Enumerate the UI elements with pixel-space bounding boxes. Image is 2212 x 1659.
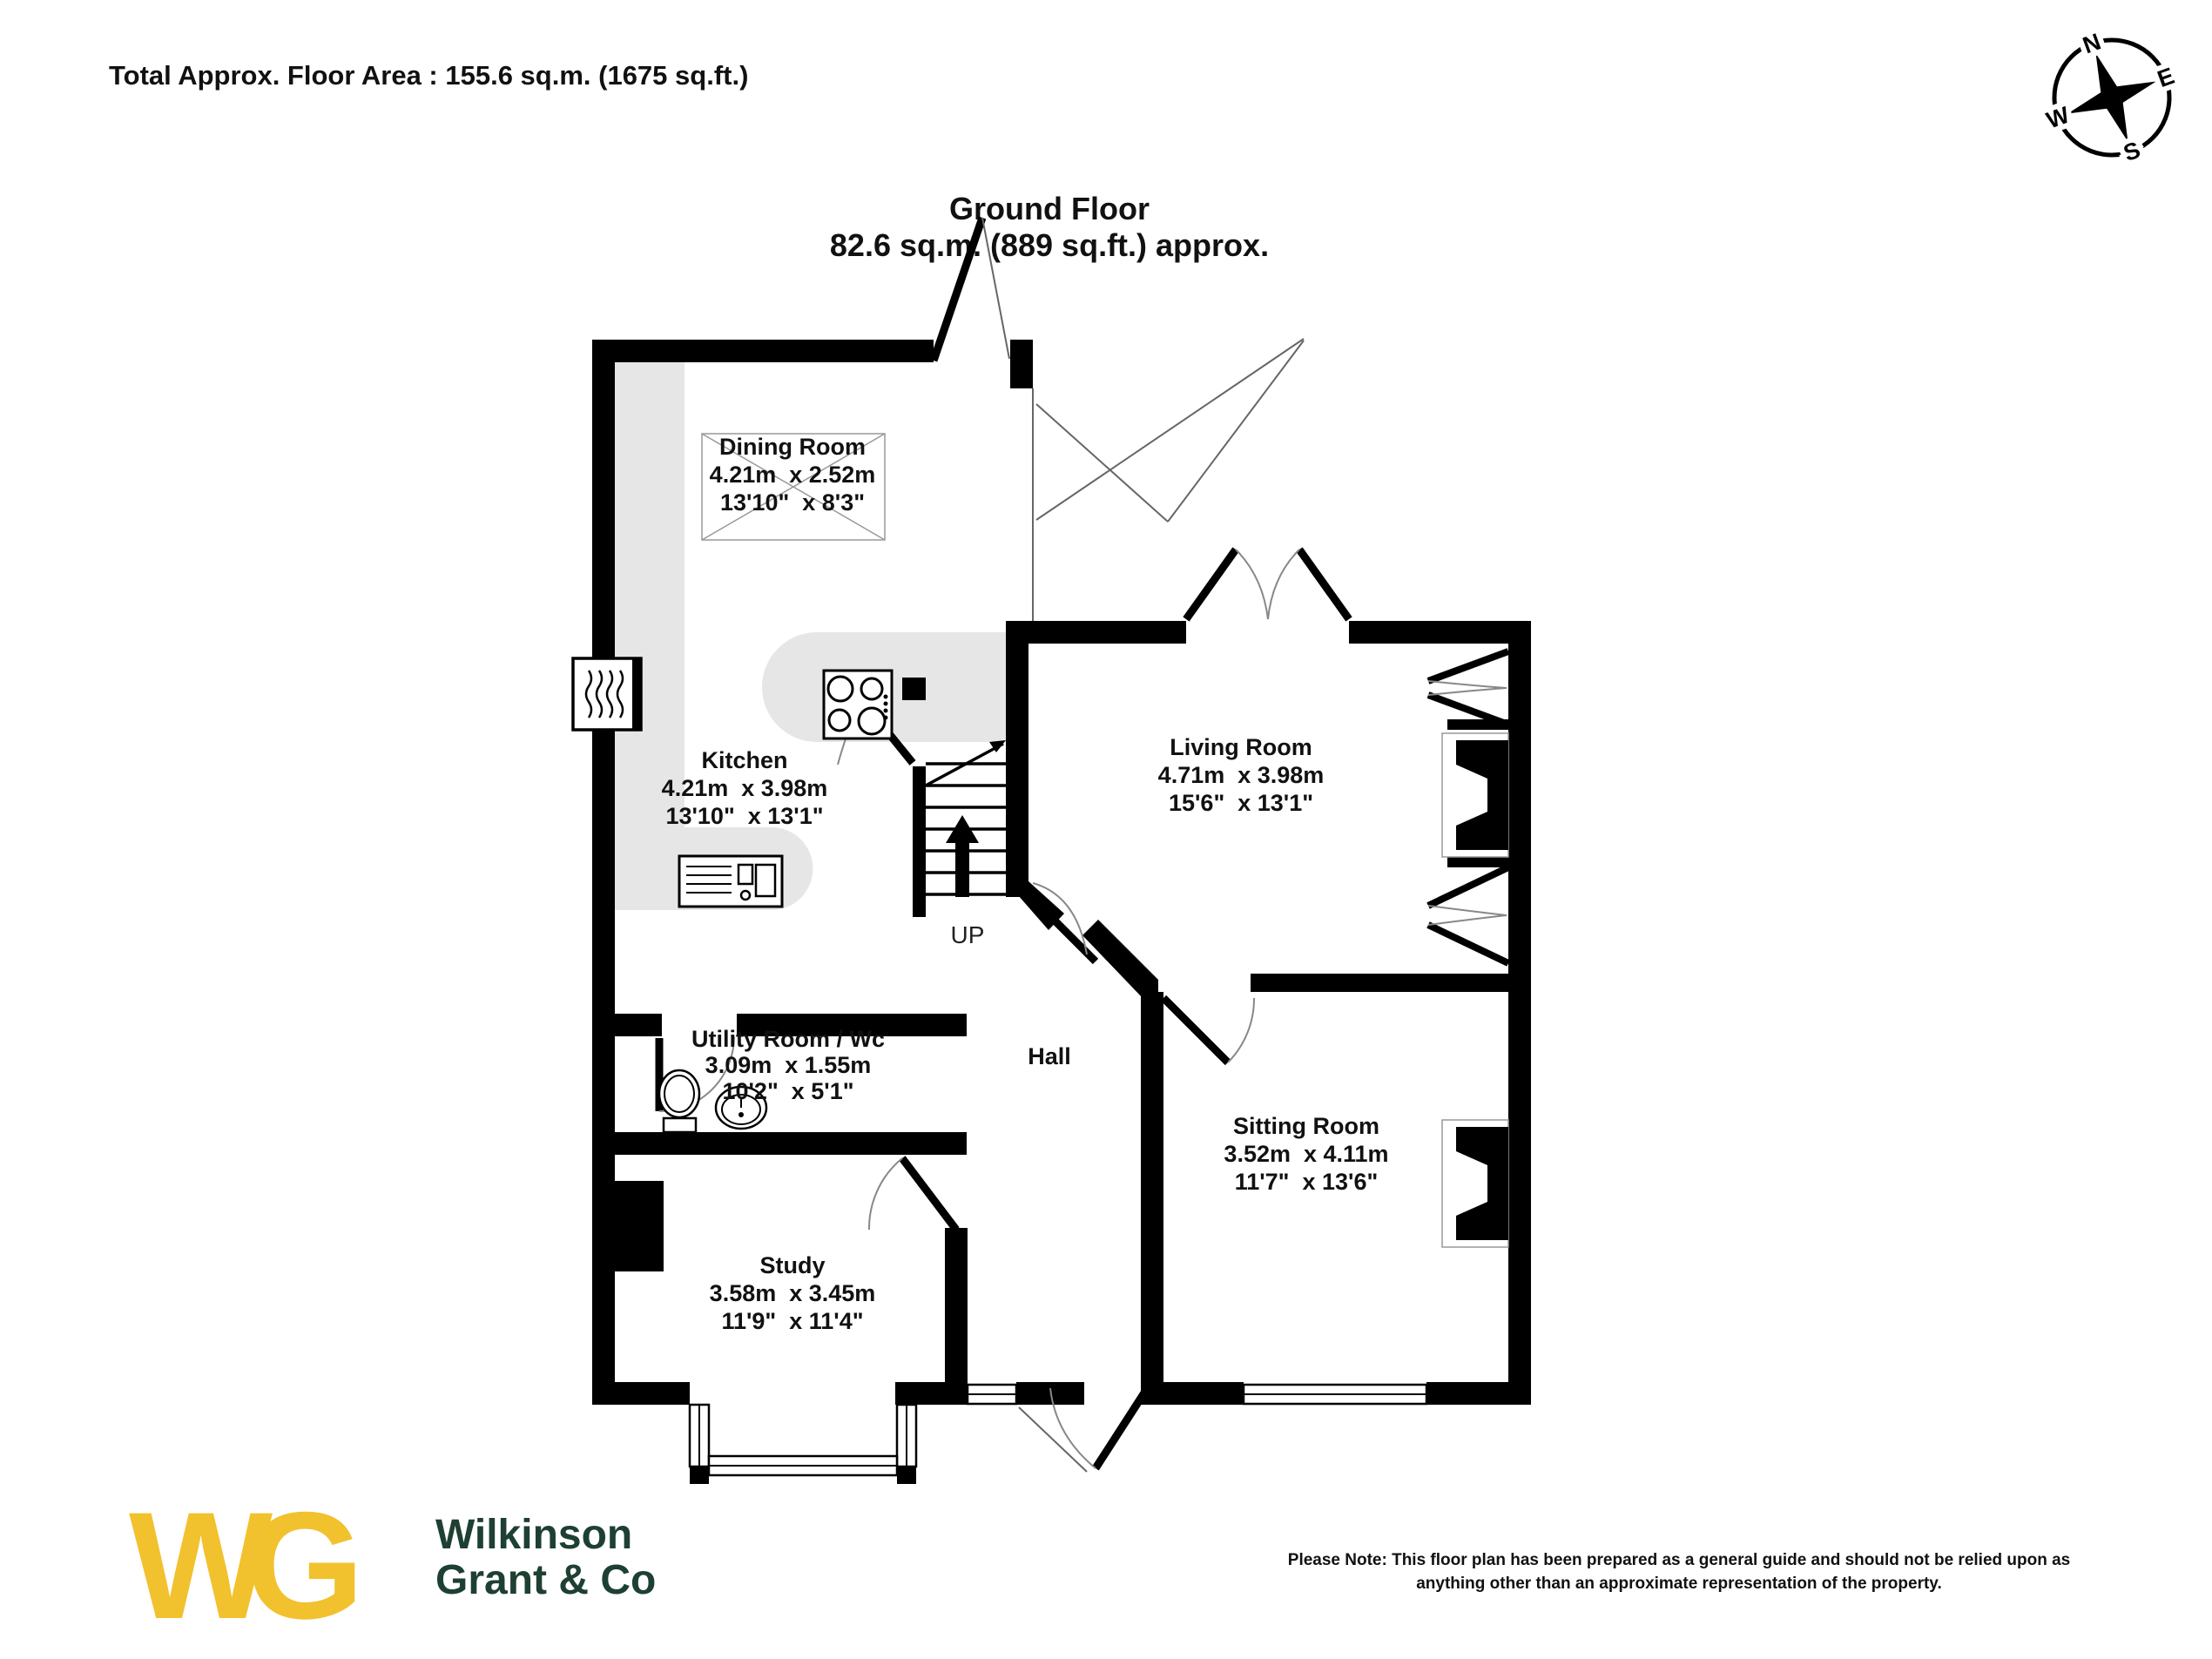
front-door-leaf xyxy=(1096,1385,1150,1468)
window-sill xyxy=(1447,857,1508,867)
up-arrow-shaft xyxy=(955,841,969,897)
disclaimer xyxy=(1288,1551,2070,1593)
exterior-line xyxy=(1036,404,1168,522)
room-dims-imperial: 10'2" x 5'1" xyxy=(722,1078,854,1104)
stairs xyxy=(926,740,1006,948)
compass-s: S xyxy=(2120,136,2144,167)
chimney-breast xyxy=(592,1181,664,1271)
up-label: UP xyxy=(950,921,985,948)
disclaimer-line2: anything other than an approximate representation of the property. xyxy=(1416,1575,1942,1593)
room-dims-metric: 4.21m x 3.98m xyxy=(661,775,828,801)
room-dims-metric: 4.21m x 2.52m xyxy=(709,462,876,488)
logo-monogram-g: G xyxy=(246,1481,365,1651)
wall-segment xyxy=(1508,621,1531,1405)
sink-tap xyxy=(741,891,750,900)
fireplace-living-icon xyxy=(1442,733,1508,857)
hob-icon xyxy=(824,671,892,738)
room-name: Living Room xyxy=(1170,734,1312,760)
french-door-leaf xyxy=(1299,550,1349,619)
sink-icon xyxy=(679,856,782,907)
floor-title-line1: Ground Floor xyxy=(949,191,1150,226)
room-name: Hall xyxy=(1028,1043,1071,1069)
wall-segment xyxy=(592,1132,967,1155)
fireplace-sitting-icon xyxy=(1442,1120,1508,1247)
room-name: Utility Room / Wc xyxy=(691,1026,885,1052)
compass-rose-icon xyxy=(2043,29,2178,167)
room-dims-metric: 3.52m x 4.11m xyxy=(1224,1141,1389,1167)
logo-monogram-w: W xyxy=(129,1481,273,1651)
porch-line xyxy=(1019,1407,1087,1472)
hob-burner xyxy=(828,677,853,701)
wall-segment xyxy=(592,340,934,362)
room-name: Study xyxy=(759,1252,826,1278)
bay-post xyxy=(897,1467,916,1484)
floor-title-line2: 82.6 sq.m. (889 sq.ft.) approx. xyxy=(829,227,1270,263)
wall-segment xyxy=(1028,621,1186,644)
stair-wall xyxy=(913,766,926,917)
exterior-lines xyxy=(1033,339,1304,621)
door-swing xyxy=(1236,550,1268,619)
compass-n: N xyxy=(2079,28,2105,59)
room-dims-metric: 4.71m x 3.98m xyxy=(1157,762,1325,788)
wall-segment xyxy=(1141,992,1163,1405)
total-floor-area-text: Total Approx. Floor Area : 155.6 sq.m. (1675 sq.ft.) xyxy=(109,60,749,91)
hob-knob xyxy=(884,709,888,713)
room-dims-imperial: 15'6" x 13'1" xyxy=(1168,790,1314,816)
room-name: Sitting Room xyxy=(1233,1113,1379,1139)
wall-segment xyxy=(1426,1382,1531,1405)
door-swing xyxy=(1228,998,1254,1062)
room-name: Dining Room xyxy=(719,434,866,460)
wall-segment xyxy=(1010,340,1033,388)
room-dims-imperial: 13'10" x 13'1" xyxy=(665,803,824,829)
logo-name-line1: Wilkinson xyxy=(435,1512,633,1558)
window-swing xyxy=(1428,906,1507,915)
window-swing xyxy=(1428,915,1507,925)
wall-segment xyxy=(592,1014,662,1036)
agency-logo xyxy=(129,1481,656,1651)
hob-burner xyxy=(829,710,850,731)
hob-knob xyxy=(884,695,888,699)
oven-icon xyxy=(573,658,641,730)
hob-burner xyxy=(861,678,882,699)
room-label-hall xyxy=(1028,1043,1071,1069)
window-leaf xyxy=(1428,925,1508,963)
wall-segment xyxy=(945,1228,968,1405)
french-door-leaf xyxy=(1186,550,1236,619)
door-swing xyxy=(869,1158,902,1230)
compass-e: E xyxy=(2154,62,2178,93)
room-label-living xyxy=(1158,734,1325,816)
header xyxy=(109,60,748,91)
toilet-cistern xyxy=(664,1118,696,1132)
wall-segment xyxy=(895,1382,968,1405)
window-swing xyxy=(1428,681,1507,688)
room-label-sitting xyxy=(1224,1113,1388,1195)
hob-burner xyxy=(859,708,885,734)
room-label-kitchen xyxy=(662,747,828,829)
room-dims-metric: 3.58m x 3.45m xyxy=(709,1280,876,1306)
exterior-line xyxy=(1168,341,1304,522)
sitting-door-leaf xyxy=(1163,998,1228,1062)
wall-segment xyxy=(592,1382,690,1405)
floor-title xyxy=(830,191,1269,263)
wall-segment xyxy=(1006,621,1028,897)
counter-peninsula xyxy=(762,632,1028,742)
wall-segment xyxy=(1251,974,1508,992)
room-label-study xyxy=(710,1252,876,1334)
room-name: Kitchen xyxy=(701,747,788,773)
room-label-utility xyxy=(691,1026,885,1104)
window-leaf xyxy=(1428,867,1508,906)
bay-post xyxy=(690,1467,709,1484)
window-swing xyxy=(1428,688,1507,695)
window-leaf xyxy=(1428,651,1508,681)
sink-bowl xyxy=(756,865,775,896)
toilet-icon xyxy=(659,1070,699,1132)
room-dims-metric: 3.09m x 1.55m xyxy=(705,1052,872,1078)
logo-name-line2: Grant & Co xyxy=(435,1557,657,1603)
door-swing xyxy=(1268,550,1299,619)
room-dims-imperial: 13'10" x 8'3" xyxy=(719,489,866,516)
disclaimer-line1: Please Note: This floor plan has been prepared as a general guide and should not be relied upon as xyxy=(1287,1551,2071,1569)
compass-w: W xyxy=(2042,101,2074,134)
room-label-dining xyxy=(710,434,876,516)
room-dims-imperial: 11'7" x 13'6" xyxy=(1234,1169,1379,1195)
exterior-line xyxy=(1036,339,1304,520)
hob-knob xyxy=(884,716,888,720)
hob-knob xyxy=(884,702,888,706)
wall-segment xyxy=(1141,1382,1244,1405)
sink-bowl xyxy=(738,865,752,884)
compass-star xyxy=(2067,53,2156,142)
wall-segment xyxy=(1349,621,1531,644)
oven-edge xyxy=(632,658,641,730)
room-dims-imperial: 11'9" x 11'4" xyxy=(721,1308,864,1334)
study-door-leaf xyxy=(902,1158,956,1230)
wall-segment xyxy=(902,678,926,700)
basin-drain xyxy=(738,1112,744,1117)
